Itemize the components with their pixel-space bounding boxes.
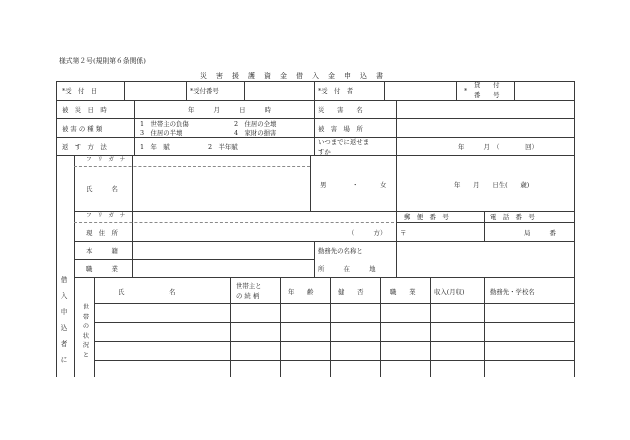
household-col-relation-1: 世帯主と — [236, 282, 262, 290]
receipt-date-label: *受 付 日 — [62, 87, 98, 95]
row-line — [56, 155, 574, 156]
household-col-health: 健 否 — [338, 288, 364, 296]
applicant-col-line — [396, 241, 397, 277]
domicile-label: 本 籍 — [86, 247, 118, 255]
repay-option-2: 2 半年賦 — [208, 143, 238, 151]
col-line — [124, 81, 125, 100]
form-code: 様式第２号(規則第６条関係) — [59, 57, 146, 65]
applicant-side-label: 借入申込者に — [60, 276, 68, 364]
col-line — [314, 100, 315, 155]
applicant-row-line — [74, 211, 574, 212]
household-col-name: 氏 名 — [118, 288, 176, 296]
sex-male: 男 — [320, 181, 327, 189]
repay-until-label-1: いつまでに返せま — [318, 138, 370, 146]
outer-right-line — [574, 81, 575, 377]
applicant-col-line — [396, 211, 397, 241]
col-line — [134, 100, 135, 155]
damage-option-2: 2 住居の全壊 — [234, 120, 277, 128]
household-col-income: 収入(月収) — [434, 288, 465, 296]
applicant-row-line — [396, 222, 574, 223]
household-side-label: 世帯の状況と — [82, 304, 90, 359]
applicant-side-line — [74, 155, 75, 377]
household-col-relation-2: の 続 柄 — [236, 292, 260, 300]
applicant-col-line — [314, 241, 315, 277]
furigana-divider-2 — [74, 222, 394, 223]
household-row-line — [94, 360, 574, 361]
household-row-line — [94, 303, 574, 304]
loan-number-label-1: 貸 付 — [474, 81, 500, 89]
household-col-line — [330, 277, 331, 377]
name-label: 氏 名 — [86, 185, 118, 193]
col-line — [384, 81, 385, 100]
damage-place-label: 被 害 場 所 — [318, 125, 363, 133]
applicant-col-line — [396, 155, 397, 211]
loan-number-label-2: 番 号 — [474, 91, 500, 99]
damage-option-4: 4 家財の損害 — [234, 129, 277, 137]
col-line — [396, 100, 397, 155]
household-col-line — [230, 277, 231, 377]
furigana-label-2: フ リ ガ ナ — [86, 213, 126, 219]
disaster-datetime-label: 被 災 日 時 — [62, 106, 107, 114]
col-line — [186, 81, 187, 100]
receiver-label: *受 付 者 — [318, 87, 354, 95]
household-col-line — [484, 277, 485, 377]
repay-option-1: 1 年 賦 — [140, 143, 170, 151]
col-line — [514, 81, 515, 100]
household-row-line — [94, 322, 574, 323]
receipt-number-label: *受付番号 — [190, 87, 219, 95]
furigana-label: フ リ ガ ナ — [86, 157, 126, 163]
disaster-name-label: 災 害 名 — [318, 106, 363, 114]
disaster-datetime-fields: 年 月 日 時 — [188, 106, 272, 114]
applicant-col-line — [310, 155, 311, 211]
applicant-row-line — [74, 241, 574, 242]
damage-type-label: 被 害 の 種 類 — [62, 125, 103, 133]
outer-top-line — [56, 81, 574, 82]
sex-separator: ・ — [352, 181, 359, 189]
repay-method-label: 返 す 方 法 — [62, 143, 107, 151]
household-row-line — [94, 341, 574, 342]
household-col-job: 職 業 — [390, 288, 416, 296]
birth-date-label: 年 月 日生( 歳) — [454, 181, 530, 189]
sex-female: 女 — [380, 181, 387, 189]
occupation-label: 職 業 — [86, 265, 118, 273]
household-col-age: 年 齢 — [288, 288, 314, 296]
phone-number-label: 電 話 番 号 — [490, 213, 535, 221]
repay-year-month: 年 月 （ 回） — [458, 143, 538, 151]
household-col-line — [280, 277, 281, 377]
employer-address-label: 所 在 地 — [318, 265, 376, 273]
household-col-line — [380, 277, 381, 377]
employer-name-label: 勤務先の名称と — [318, 247, 363, 255]
form-title: 災 害 援 護 資 金 借 入 金 申 込 書 — [200, 72, 384, 80]
household-side-line — [94, 277, 95, 377]
applicant-row-line — [74, 277, 574, 278]
postal-mark: 〒 — [400, 229, 407, 237]
address-label: 現 住 所 — [86, 229, 118, 237]
col-line — [244, 81, 245, 100]
applicant-row-line — [74, 259, 314, 260]
outer-left-line — [56, 81, 57, 377]
col-line — [314, 81, 315, 100]
household-col-work: 勤務先・学校名 — [490, 288, 535, 296]
col-line — [456, 81, 457, 100]
furigana-divider — [74, 166, 310, 167]
damage-option-3: 3 住居の半壊 — [140, 129, 183, 137]
phone-exchange-label: 局 番 — [524, 229, 556, 237]
loan-number-mark: * — [464, 87, 468, 95]
repay-until-label-2: すか — [318, 148, 331, 156]
postal-code-label: 郵 便 番 号 — [404, 213, 449, 221]
address-care-of: （ 方） — [348, 229, 387, 237]
applicant-col-line — [484, 211, 485, 241]
damage-option-1: 1 世帯主の負傷 — [140, 120, 189, 128]
household-col-line — [430, 277, 431, 377]
